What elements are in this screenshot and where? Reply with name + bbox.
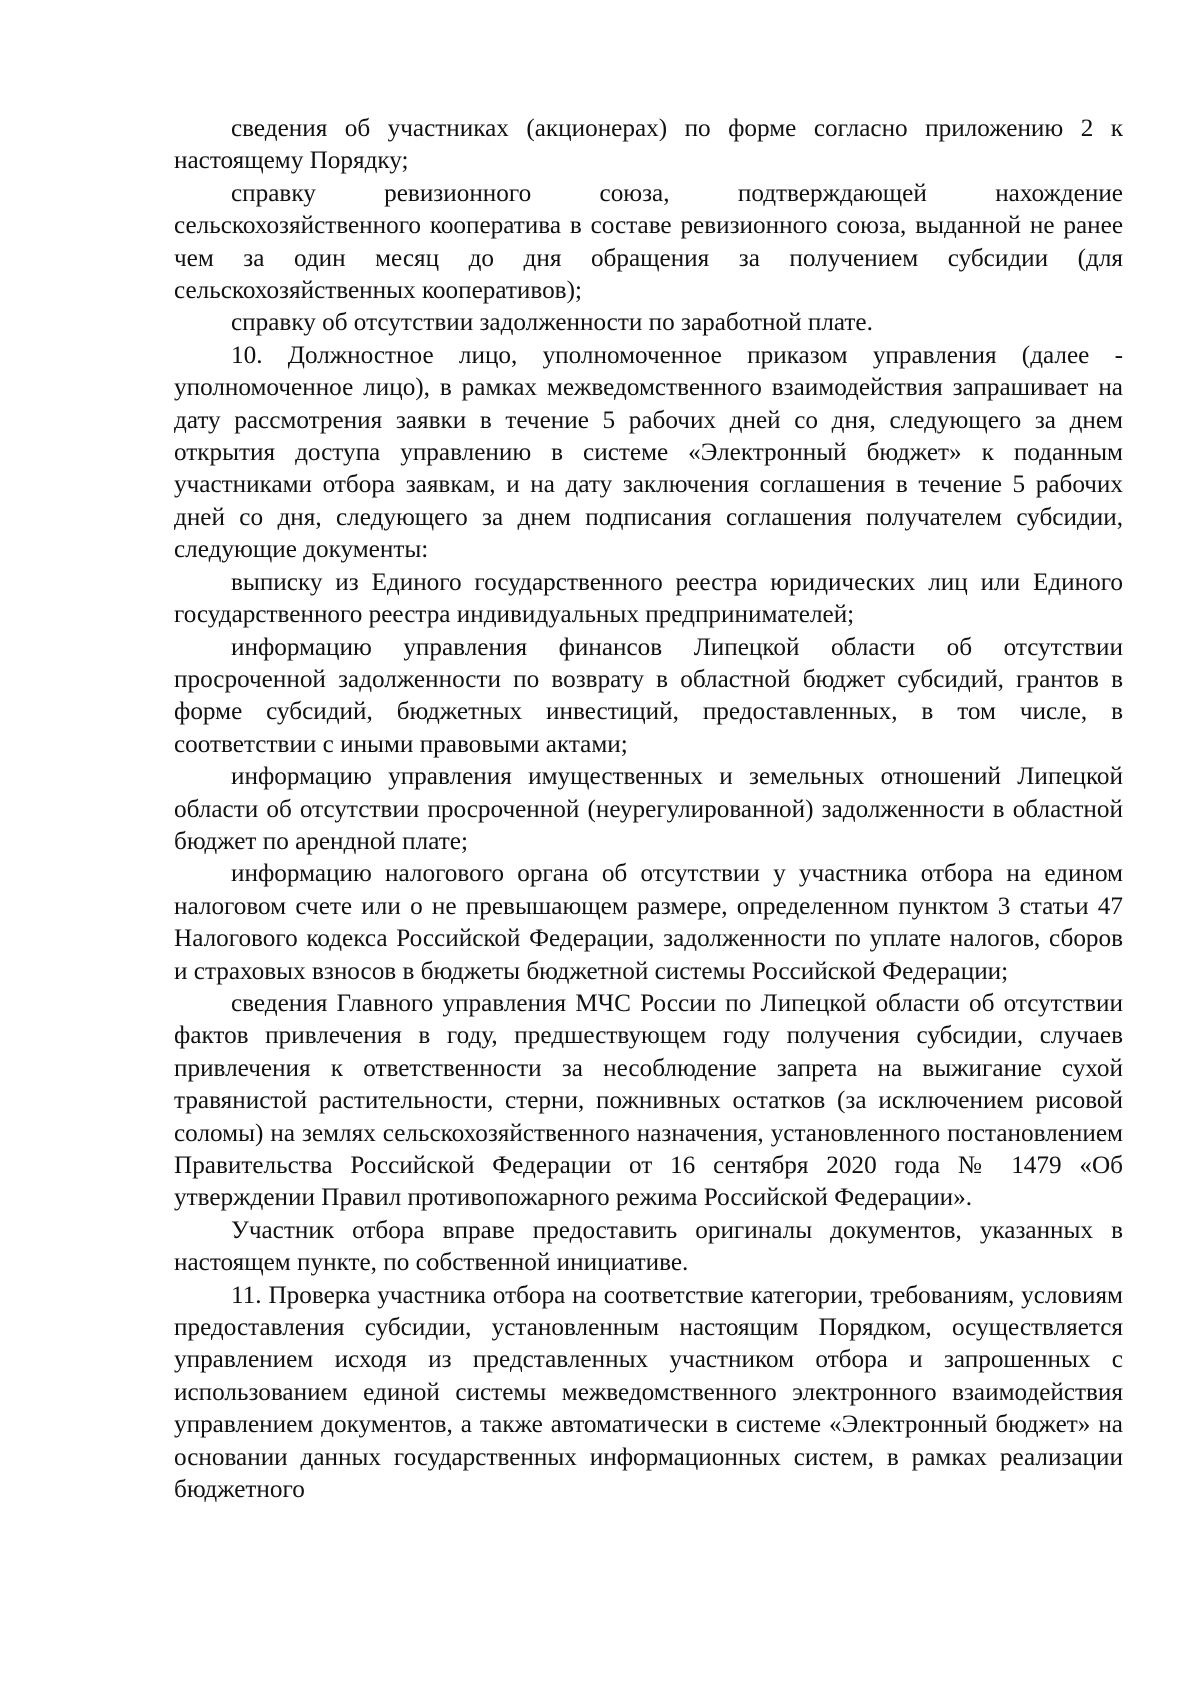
paragraph-finance-department-info: информацию управления финансов Липецкой области об отсутствии просроченной задолженности по возврату в областной бюджет субсидий, грантов в форме субсидий, бюджетных инвестиций, предоставленных, в том числе, в соответствии с иными правовыми актами;: [174, 633, 1123, 758]
paragraph-clause-11: 11. Проверка участника отбора на соответствие категории, требованиям, условиям предоставления субсидии, установленным настоящим Порядком, осуществляется управлением исходя из представленных участником отбора и запрошенных с использованием единой системы межведомственного электронного взаимодействия управлением документов, а также автоматически в системе «Электронный бюджет» на основании данных государственных информационных систем, в рамках реализации бюджетного: [174, 1281, 1123, 1504]
paragraph-participants-info: сведения об участниках (акционерах) по форме согласно приложению 2 к настоящему Порядку;: [174, 115, 1123, 175]
paragraph-registry-extract: выписку из Единого государственного реестра юридических лиц или Единого государственного реестра индивидуальных предпринимателей;: [174, 568, 1123, 629]
paragraph-audit-union-certificate: справку ревизионного союза, подтверждающей нахождение сельскохозяйственного кооператива в составе ревизионного союза, выданной не ранее чем за один месяц до дня обращения за получением субсидии (для сельскохозяйственных кооперативов);: [174, 179, 1123, 305]
document-body: [174, 113, 1123, 1506]
paragraph-emergency-ministry-info: сведения Главного управления МЧС России по Липецкой области об отсутствии фактов привлечения в году, предшествующем году получения субсидии, случаев привлечения к ответственности за несоблюдение запрета на выжигание сухой травянистой растительности, стерни, пожнивных остатков (за исключением рисовой соломы) на землях сельскохозяйственного назначения, установленного постановлением Правительства Российской Федерации от 16 сентября 2020 года № 1479 «Об утверждении Правил противопожарного режима Российской Федерации».: [174, 989, 1123, 1212]
paragraph-originals-note: Участник отбора вправе предоставить оригиналы документов, указанных в настоящем пункте, по собственной инициативе.: [174, 1216, 1123, 1277]
paragraph-salary-debt-certificate: справку об отсутствии задолженности по заработной плате.: [231, 309, 873, 337]
paragraph-property-department-info: информацию управления имущественных и земельных отношений Липецкой области об отсутствии просроченной (неурегулированной) задолженности в областной бюджет по арендной плате;: [174, 763, 1123, 855]
paragraph-tax-authority-info: информацию налогового органа об отсутствии у участника отбора на едином налоговом счете или о не превышающем размере, определенном пунктом 3 статьи 47 Налогового кодекса Российской Федерации, задолженности по уплате налогов, сборов и страховых взносов в бюджеты бюджетной системы Российской Федерации;: [174, 860, 1123, 985]
paragraph-clause-10: 10. Должностное лицо, уполномоченное приказом управления (далее - уполномоченное лицо), в рамках межведомственного взаимодействия запрашивает на дату рассмотрения заявки в течение 5 рабочих дней со дня, следующего за днем открытия доступа управлению в системе «Электронный бюджет» к поданным участниками отбора заявкам, и на дату заключения соглашения в течение 5 рабочих дней со дня, следующего за днем подписания соглашения получателем субсидии, следующие документы:: [174, 341, 1123, 564]
